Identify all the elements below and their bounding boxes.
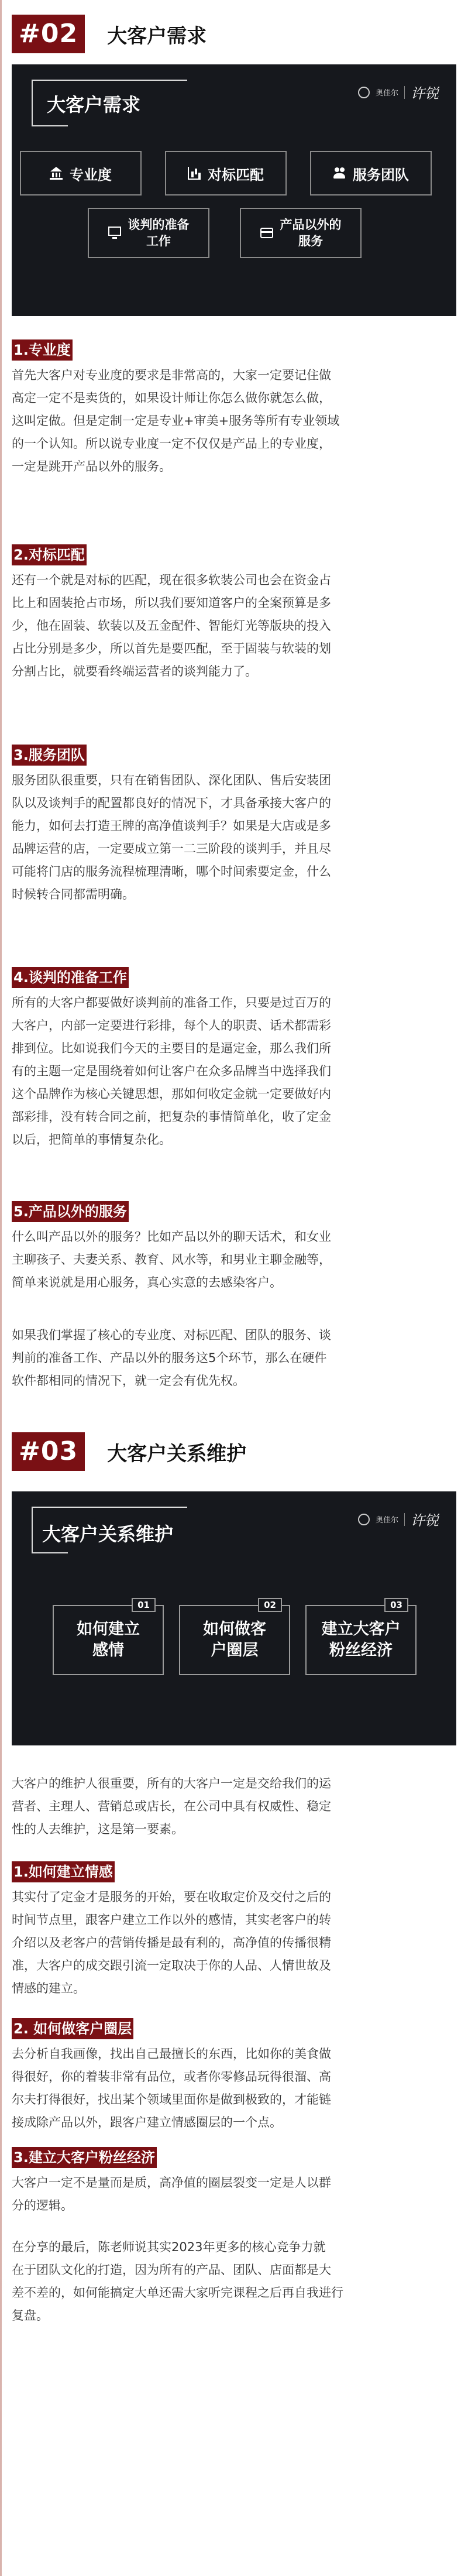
text-line: 所有的大客户都要做好谈判前的准备工作，只要是过百万的 <box>12 996 331 1010</box>
text-line: 部彩排，没有转合同之前，把复杂的事情简单化，收了定金 <box>12 1110 331 1124</box>
pill-label-line2: 服务 <box>298 234 323 248</box>
item-body <box>12 1226 456 1294</box>
text-line: 性的人去维护，这是第一要素。 <box>12 1822 184 1836</box>
text-line: 还有一个就是对标的匹配，现在很多软装公司也会在资金占 <box>12 573 331 587</box>
text-line: 占比分别是多少，所以首先是要匹配，至于固装与软装的划 <box>12 642 331 656</box>
topic-label <box>203 1619 266 1662</box>
topic-box-1 <box>53 1600 164 1675</box>
text-line: 准，大客户的成交跟引流一定取决于你的人品、人情世故及 <box>12 1958 331 1973</box>
text-line: 情感的建立。 <box>12 1981 85 1995</box>
item-body <box>12 2043 456 2134</box>
section-03-header <box>12 1428 246 1475</box>
text-line: 其实付了定金才是服务的开始，要在收取定价及交付之后的 <box>12 1890 331 1904</box>
item-heading: 3.服务团队 <box>12 745 87 766</box>
topic-label <box>322 1619 401 1662</box>
text-line: 介绍以及老客户的营销传播是最有利的，高净值的传播很精 <box>12 1936 331 1950</box>
text-line: 大客户，内部一定要进行彩排，每个人的职责、话术都需彩 <box>12 1018 331 1033</box>
text-line: 差不差的，如何能搞定大单还需大家听完课程之后再自我进行 <box>12 2286 343 2300</box>
text-line: 可能将门店的服务流程梳理清晰，哪个时间索要定金，什么 <box>12 865 331 879</box>
item-heading: 3.建立大客户粉丝经济 <box>12 2147 157 2168</box>
brand-signature: 许锐 <box>411 1512 439 1529</box>
text-line: 比上和固装抢占市场，所以我们要知道客户的全案预算是多 <box>12 596 331 610</box>
text-line: 营者、主理人、营销总或店长，在公司中具有权威性、稳定 <box>12 1799 331 1813</box>
text-line: 如果我们掌握了核心的专业度、对标匹配、团队的服务、谈 <box>12 1328 331 1342</box>
text-line: 队以及谈判手的配置都良好的情况下，才具备承接大客户的 <box>12 796 331 810</box>
brand-divider <box>404 1513 405 1526</box>
pill-label: 服务团队 <box>353 166 409 183</box>
closing-paragraph <box>12 2236 456 2327</box>
text-line: 大客户一定不是量而是质，高净值的圈层裂变一定是人以群 <box>12 2176 331 2190</box>
text-line: 高定一定不是卖货的，如果设计师让你怎么做你就怎么做， <box>12 391 331 405</box>
text-line: 主聊孩子、夫妻关系、教育、风水等，和男业主聊金融等， <box>12 1253 331 1267</box>
item-heading: 2.对标匹配 <box>12 544 87 565</box>
bar-chart-icon <box>188 167 201 180</box>
banner-brand <box>358 1509 439 1529</box>
banner-title: 大客户需求 <box>47 94 141 116</box>
item-heading: 4.谈判的准备工作 <box>12 967 129 988</box>
pill-label: 专业度 <box>70 166 112 183</box>
text-line: 品牌运营的店，一定要成立第一二三阶段的谈判手，并且尽 <box>12 842 331 856</box>
brand-signature: 许锐 <box>411 85 439 102</box>
text-line: 得很好，你的着装非常有品位，或者你零修品玩得很溜、高 <box>12 2070 331 2084</box>
pill-label: 对标匹配 <box>208 166 264 183</box>
section-03-banner <box>12 1491 456 1745</box>
item-body <box>12 769 456 906</box>
screen-icon <box>108 227 121 236</box>
text-line: 去分析自我画像，找出自己最擅长的东西，比如你的美食做 <box>12 2047 331 2061</box>
text-line: 少，他在固装、软装以及五金配件、智能灯光等版块的投入 <box>12 619 331 633</box>
pill-label <box>128 217 190 250</box>
brand-logo-icon <box>358 1514 370 1525</box>
page-left-border <box>0 0 2 2576</box>
topic-box-2 <box>179 1600 290 1675</box>
text-line: 有的主题一定是围绕着如何让客户在众多品牌当中选择我们 <box>12 1064 331 1078</box>
pill-label <box>280 217 342 250</box>
pill-label-line2: 工作 <box>146 234 171 248</box>
brand-logo-icon <box>358 87 370 98</box>
text-line: 分的逻辑。 <box>12 2198 73 2213</box>
pill-negotiation-prep <box>88 208 209 258</box>
text-line: 时候转合同都需明确。 <box>12 887 135 901</box>
section-02-banner <box>12 64 456 316</box>
text-line: 判前的准备工作、产品以外的服务这5个环节，那么在硬件 <box>12 1351 327 1365</box>
text-line: 这个品牌作为核心关键思想，那如何收定金就一定要做好内 <box>12 1087 331 1101</box>
pill-label-line1: 谈判的准备 <box>128 217 190 232</box>
text-line: 软件都相同的情况下，就一定会有优先权。 <box>12 1374 245 1388</box>
item-body <box>12 2172 456 2217</box>
topic-label-line1: 如何做客 <box>203 1620 266 1638</box>
text-line: 简单来说就是用心服务，真心实意的去感染客户。 <box>12 1275 282 1289</box>
pill-extra-service <box>240 208 362 258</box>
section-03-title: 大客户关系维护 <box>107 1442 247 1466</box>
text-line: 的一个认知。所以说专业度一定不仅仅是产品上的专业度， <box>12 437 331 451</box>
text-line: 在于团队文化的打造，因为所有的产品、团队、店面都是大 <box>12 2263 331 2277</box>
item-body <box>12 364 456 478</box>
text-line: 什么叫产品以外的服务？比如产品以外的聊天话术，和女业 <box>12 1230 331 1244</box>
text-line: 一定是跳开产品以外的服务。 <box>12 459 171 474</box>
item-body <box>12 992 456 1151</box>
topic-label-line1: 如何建立 <box>77 1620 140 1638</box>
pill-service-team <box>310 151 432 195</box>
section-03-badge: #03 <box>12 1432 85 1471</box>
item-heading: 5.产品以外的服务 <box>12 1201 129 1222</box>
pill-benchmark <box>165 151 287 195</box>
item-body <box>12 569 456 683</box>
pill-expertise <box>20 151 142 195</box>
item-heading: 1.专业度 <box>12 339 73 361</box>
item-heading: 1.如何建立情感 <box>12 1861 115 1882</box>
item-heading: 2. 如何做客户圈层 <box>12 2018 133 2039</box>
section-03-intro <box>12 1772 456 1841</box>
text-line: 时间节点里，跟客户建立工作以外的感情，其实老客户的转 <box>12 1913 331 1927</box>
brand-name: 奥佳尔 <box>375 1516 398 1525</box>
text-line: 接成除产品以外，跟客户建立情感圈层的一个点。 <box>12 2115 282 2129</box>
topic-number: 03 <box>384 1598 408 1612</box>
text-line: 服务团队很重要，只有在销售团队、深化团队、售后安装团 <box>12 773 331 787</box>
banner-brand <box>358 82 439 102</box>
topic-label-line2: 粉丝经济 <box>329 1641 393 1659</box>
text-line: 排到位。比如说我们今天的主要目的是逼定金，那么我们所 <box>12 1041 331 1055</box>
item-body <box>12 1886 456 2000</box>
text-line: 以后，把简单的事情复杂化。 <box>12 1133 171 1147</box>
section-02-title: 大客户需求 <box>107 24 207 48</box>
text-line: 首先大客户对专业度的要求是非常高的，大家一定要记住做 <box>12 368 331 382</box>
topic-number: 02 <box>258 1598 282 1612</box>
topic-box-3 <box>305 1600 417 1675</box>
topic-number: 01 <box>132 1598 156 1612</box>
topic-label-line2: 感情 <box>92 1641 124 1659</box>
text-line: 分割占比，就要看终端运营者的谈判能力了。 <box>12 664 257 678</box>
topic-label-line2: 户圈层 <box>211 1641 259 1659</box>
section-02-header <box>12 11 207 57</box>
text-line: 在分享的最后，陈老师说其实2023年更多的核心竞争力就 <box>12 2240 326 2254</box>
card-icon <box>260 228 273 238</box>
text-line: 能力，如何去打造王牌的高净值谈判手？如果是大店或是多 <box>12 819 331 833</box>
team-icon <box>333 167 346 180</box>
pill-label-line1: 产品以外的 <box>280 217 342 232</box>
brand-name: 奥佳尔 <box>375 89 398 98</box>
topic-label-line1: 建立大客户 <box>321 1620 401 1638</box>
banner-title: 大客户关系维护 <box>42 1523 174 1545</box>
section-02-badge: #02 <box>12 15 85 53</box>
bank-icon <box>50 167 63 180</box>
text-line: 复盘。 <box>12 2309 49 2323</box>
text-line: 这叫定做。但是定制一定是专业+审美+服务等所有专业领域 <box>12 414 340 428</box>
text-line: 尔夫打得很好，找出某个领域里面你是做到极致的，才能链 <box>12 2093 331 2107</box>
text-line: 大客户的维护人很重要，所有的大客户一定是交给我们的运 <box>12 1776 331 1790</box>
brand-divider <box>404 86 405 99</box>
topic-label <box>77 1619 140 1662</box>
section-02-summary <box>12 1324 456 1392</box>
